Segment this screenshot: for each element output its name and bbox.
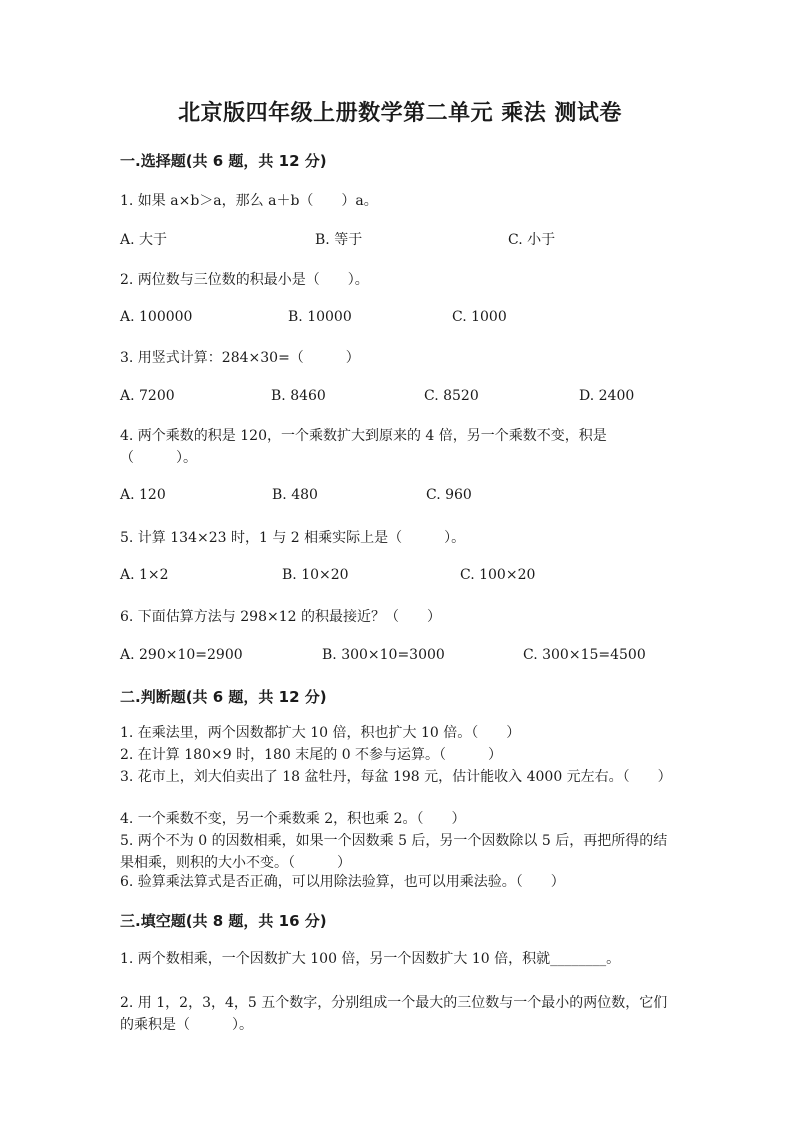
option-b: B. 10000	[288, 309, 352, 325]
statement-item: 3. 花市上，刘大伯卖出了 18 盆牡丹，每盆 198 元，估计能收入 4000 元左右。（ ）	[120, 769, 672, 785]
option-b: B. 480	[272, 487, 318, 503]
option-c: C. 小于	[508, 232, 556, 248]
option-row	[120, 647, 680, 667]
option-b: B. 等于	[315, 232, 363, 248]
option-b: B. 10×20	[282, 567, 349, 583]
question-text: 5. 计算 134×23 时，1 与 2 相乘实际上是（ ）。	[120, 530, 466, 546]
option-c: C. 100×20	[460, 567, 536, 583]
option-a: A. 1×2	[120, 567, 169, 583]
question-text: 3. 用竖式计算：284×30=（ ）	[120, 350, 360, 366]
section-heading-fill: 三.填空题(共 8 题，共 16 分)	[120, 912, 327, 930]
option-c: C. 960	[426, 487, 472, 503]
option-a: A. 100000	[120, 309, 193, 325]
section-heading-judgement: 二.判断题(共 6 题，共 12 分)	[120, 688, 327, 706]
fill-item: 2. 用 1，2，3，4，5 五个数字，分别组成一个最大的三位数与一个最小的两位数，它们的乘积是（ ）。	[120, 995, 668, 1033]
question-text: 6. 下面估算方法与 298×12 的积最接近？（ ）	[120, 609, 441, 625]
option-b: B. 8460	[271, 388, 326, 404]
option-row	[120, 388, 680, 408]
option-a: A. 7200	[120, 388, 175, 404]
statement-item: 4. 一个乘数不变，另一个乘数乘 2，积也乘 2。（ ）	[120, 811, 466, 827]
question-text: 1. 如果 a×b＞a，那么 a＋b（ ）a。	[120, 193, 378, 209]
statement-item: 2. 在计算 180×9 时，180 末尾的 0 不参与运算。（ ）	[120, 747, 503, 763]
option-b: B. 300×10=3000	[322, 647, 445, 663]
statement-item: 5. 两个不为 0 的因数相乘，如果一个因数乘 5 后，另一个因数除以 5 后，再把所得的结果相乘，则积的大小不变。（ ）	[120, 833, 668, 871]
question-text: 2. 两位数与三位数的积最小是（ ）。	[120, 272, 369, 288]
statement-item: 6. 验算乘法算式是否正确，可以用除法验算，也可以用乘法验。（ ）	[120, 874, 565, 890]
option-row	[120, 309, 680, 329]
option-d: D. 2400	[579, 388, 635, 404]
option-a: A. 大于	[120, 232, 168, 248]
option-row	[120, 487, 680, 507]
option-a: A. 290×10=2900	[120, 647, 243, 663]
option-a: A. 120	[120, 487, 166, 503]
option-c: C. 300×15=4500	[523, 647, 646, 663]
fill-item: 1. 两个数相乘，一个因数扩大 100 倍，另一个因数扩大 10 倍，积就________。	[120, 951, 621, 967]
page-title: 北京版四年级上册数学第二单元 乘法 测试卷	[178, 101, 622, 126]
statement-item: 1. 在乘法里，两个因数都扩大 10 倍，积也扩大 10 倍。（ ）	[120, 725, 521, 741]
section-heading-choice: 一.选择题(共 6 题，共 12 分)	[120, 152, 327, 170]
option-c: C. 8520	[424, 388, 479, 404]
option-c: C. 1000	[452, 309, 507, 325]
question-text: 4. 两个乘数的积是 120，一个乘数扩大到原来的 4 倍，另一个乘数不变，积是（ ）。	[120, 428, 607, 466]
option-row	[120, 229, 680, 249]
option-row	[120, 567, 680, 587]
